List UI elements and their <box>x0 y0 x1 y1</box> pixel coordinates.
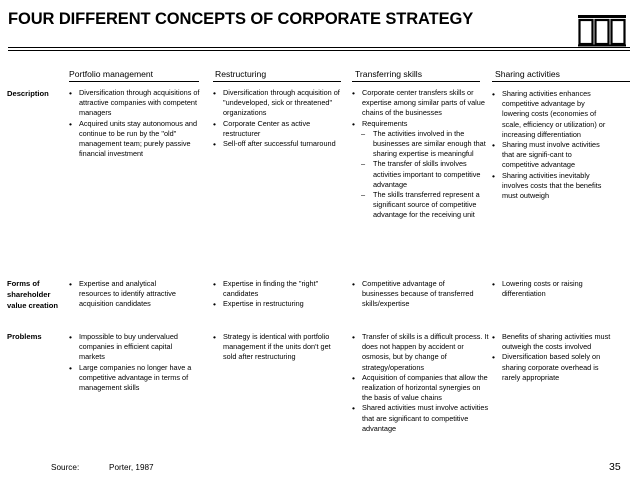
list-item: • Acquired units stay autonomous and continue to be run by the "old" management team; purely passive financial investment <box>69 119 201 160</box>
list-item: • Sharing activities inevitably involves costs that the benefits must outweigh <box>492 171 610 202</box>
list-item: • Strategy is identical with portfolio management if the units don't get sold after restructuring <box>213 332 340 363</box>
column-underline <box>213 81 341 82</box>
column-header-restructuring: Restructuring <box>215 69 267 79</box>
list-item: • Large companies no longer have a competitive advantage in terms of management skills <box>69 363 196 394</box>
list-item: • Acquisition of companies that allow the realization of horizontal synergies on the basis of value chains <box>352 373 490 404</box>
row-label-forms-of-value-creation: Forms of shareholder value creation <box>7 279 59 310</box>
column-header-portfolio-management: Portfolio management <box>69 69 154 79</box>
problems-restructuring-cell <box>213 332 340 363</box>
forms-sharing-cell <box>492 279 617 299</box>
description-restructuring-cell <box>213 88 340 149</box>
sub-list-item: – The activities involved in the businesses are similar enough that sharing expertise is meaningful <box>352 129 492 160</box>
list-item: • Transfer of skills is a difficult process. It does not happen by accident or osmosis, but by change of strategy/operations <box>352 332 490 373</box>
description-transferring-cell <box>352 88 492 221</box>
description-portfolio-cell <box>69 88 201 159</box>
row-label-problems: Problems <box>7 332 42 341</box>
list-item: • Requirements <box>352 119 492 129</box>
row-label-description: Description <box>7 89 49 98</box>
list-item: • Lowering costs or raising differentiation <box>492 279 617 299</box>
list-item: • Shared activities must involve activities that are significant to competitive advantage <box>352 403 490 434</box>
company-logo-icon <box>577 13 627 47</box>
list-item: • Diversification through acquisition of "undeveloped, sick or threatened" organizations <box>213 88 340 119</box>
problems-portfolio-cell <box>69 332 196 393</box>
list-item: • Sharing must involve activities that are signifi-cant to competitive advantage <box>492 140 610 171</box>
problems-transferring-cell <box>352 332 490 434</box>
list-item: • Diversification through acquisitions of attractive companies with competent managers <box>69 88 201 119</box>
source-reference: Porter, 1987 <box>109 463 154 472</box>
list-item: • Sell-off after successful turnaround <box>213 139 340 149</box>
page-title: FOUR DIFFERENT CONCEPTS OF CORPORATE STRATEGY <box>8 10 474 28</box>
list-item: • Expertise in restructuring <box>213 299 340 309</box>
description-sharing-cell <box>492 89 610 201</box>
sub-list-item: – The skills transferred represent a significant source of competitive advantage for the receiving unit <box>352 190 492 221</box>
column-header-transferring-skills: Transferring skills <box>355 69 423 79</box>
column-underline <box>492 81 630 82</box>
forms-portfolio-cell <box>69 279 189 310</box>
source-label: Source: <box>51 463 80 472</box>
column-underline <box>352 81 480 82</box>
list-item: • Expertise and analytical resources to identify attractive acquisition candidates <box>69 279 189 310</box>
forms-transferring-cell <box>352 279 477 310</box>
list-item: • Competitive advantage of businesses because of transferred skills/expertise <box>352 279 477 310</box>
list-item: • Sharing activities enhances competitive advantage by lowering costs (economies of scale, efficiency or utilization) or increasing differentiation <box>492 89 610 140</box>
forms-restructuring-cell <box>213 279 340 310</box>
problems-sharing-cell <box>492 332 616 383</box>
title-rule <box>8 47 630 48</box>
column-header-sharing-activities: Sharing activities <box>495 69 560 79</box>
list-item: • Impossible to buy undervalued companies in efficient capital markets <box>69 332 196 363</box>
sub-list-item: – The transfer of skills involves activities important to competitive advantage <box>352 159 492 190</box>
title-rule-second <box>8 50 630 51</box>
list-item: • Corporate Center as active restructurer <box>213 119 340 139</box>
page-number: 35 <box>609 461 621 473</box>
list-item: • Expertise in finding the "right" candidates <box>213 279 340 299</box>
list-item: • Diversification based solely on sharing corporate overhead is rarely appropriate <box>492 352 616 383</box>
list-item: • Corporate center transfers skills or expertise among similar parts of value chains of the businesses <box>352 88 492 119</box>
column-underline <box>69 81 199 82</box>
list-item: • Benefits of sharing activities must outweigh the costs involved <box>492 332 616 352</box>
